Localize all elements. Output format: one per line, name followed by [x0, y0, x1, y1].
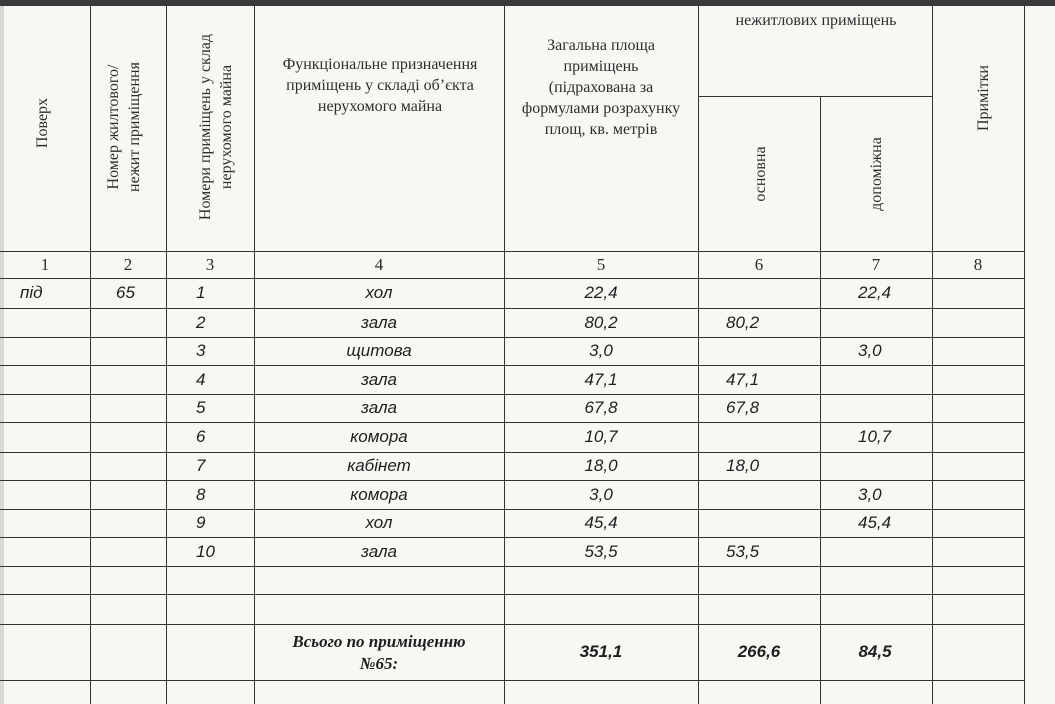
grid-hline — [0, 594, 1024, 595]
column-number: 6 — [754, 255, 764, 274]
purpose-cell: хол — [365, 513, 393, 532]
premise-cell: 65 — [116, 283, 135, 302]
grid-hline — [0, 624, 1024, 625]
aux-area-cell — [858, 309, 918, 336]
room-cell: 6 — [196, 427, 206, 446]
grid-vline — [166, 6, 167, 704]
room-cell: 5 — [196, 398, 206, 417]
main-area-cell — [726, 510, 806, 536]
grid-vline — [698, 6, 699, 704]
header-main: основна — [751, 146, 769, 202]
column-number: 1 — [40, 255, 50, 274]
floor-cell — [20, 481, 80, 508]
main-area-cell: 80,2 — [726, 312, 760, 332]
header-notes: Примітки — [974, 65, 992, 132]
total-area-cell: 22,4 — [584, 283, 618, 302]
aux-area-cell: 3,0 — [858, 341, 882, 360]
total-area-cell: 3,0 — [589, 484, 613, 504]
main-area-cell — [726, 338, 806, 364]
aux-area-cell: 45,4 — [858, 513, 892, 532]
premise-cell — [116, 366, 156, 393]
grid-vline — [1024, 6, 1025, 704]
total-area-cell: 10,7 — [584, 427, 618, 446]
header-floor: Поверх — [33, 97, 51, 149]
room-cell: 3 — [196, 341, 206, 360]
grid-vline — [90, 6, 91, 704]
floor-cell — [20, 395, 80, 421]
room-cell: 1 — [196, 283, 206, 302]
column-number: 8 — [973, 255, 983, 274]
column-number: 4 — [374, 255, 384, 274]
purpose-cell: хол — [365, 283, 393, 302]
total-area-cell: 80,2 — [584, 312, 618, 332]
floor-cell — [20, 538, 80, 565]
grid-hline — [0, 251, 1024, 252]
total-area-value: 351,1 — [579, 642, 623, 661]
purpose-cell: щитова — [346, 341, 412, 360]
floor-cell — [20, 423, 80, 451]
aux-area-cell — [858, 366, 918, 393]
floor-cell — [20, 510, 80, 536]
main-area-cell: 47,1 — [726, 369, 760, 389]
aux-area-cell — [858, 395, 918, 421]
aux-area-cell — [858, 453, 918, 479]
header-purpose: Функціональне призначення приміщень у складі об’єкта нерухомого майна — [282, 55, 478, 115]
purpose-cell: кабінет — [347, 456, 411, 475]
header-room-numbers: Номери приміщень у склад нерухомого майна — [197, 33, 235, 221]
premise-cell — [116, 338, 156, 364]
grid-vline — [820, 96, 821, 704]
column-number: 2 — [123, 255, 133, 274]
premise-cell — [116, 423, 156, 451]
purpose-cell: зала — [360, 369, 398, 389]
column-number: 5 — [596, 255, 606, 274]
total-area-cell: 53,5 — [584, 541, 618, 561]
premise-cell — [116, 309, 156, 336]
floor-cell — [20, 309, 80, 336]
grid-hline — [0, 566, 1024, 567]
room-cell: 10 — [196, 541, 215, 561]
room-cell: 7 — [196, 456, 206, 475]
floor-cell — [20, 453, 80, 479]
header-premise-number: Номер жилтового/нежит приміщення — [105, 62, 143, 192]
room-cell: 8 — [196, 484, 206, 504]
purpose-cell: зала — [360, 541, 398, 561]
header-total-area: Загальна площа приміщень (підрахована за формулами розрахунку площ, кв. метрів — [521, 36, 681, 138]
header-aux: допоміжна — [867, 137, 885, 211]
premise-cell — [116, 453, 156, 479]
top-border — [0, 0, 1055, 6]
total-label-line1: Всього по приміщенню — [292, 632, 466, 651]
room-cell: 9 — [196, 513, 206, 532]
grid-hline — [698, 96, 932, 97]
aux-area-cell — [858, 538, 918, 565]
aux-area-cell: 3,0 — [858, 484, 882, 504]
premise-cell — [116, 510, 156, 536]
grid-vline — [932, 6, 933, 704]
aux-area-cell: 22,4 — [858, 283, 892, 302]
column-number: 7 — [871, 255, 881, 274]
total-label-line2: №65: — [359, 654, 399, 673]
purpose-cell: комора — [350, 427, 408, 446]
header-nonresidential-group: нежитлових приміщень — [735, 11, 897, 29]
total-area-cell: 45,4 — [584, 513, 618, 532]
column-number: 3 — [205, 255, 215, 274]
grid-hline — [0, 680, 1024, 681]
purpose-cell: комора — [350, 484, 408, 504]
purpose-cell: зала — [360, 312, 398, 332]
premise-cell — [116, 538, 156, 565]
total-aux-value: 84,5 — [858, 642, 892, 661]
total-area-cell: 3,0 — [589, 341, 613, 360]
floor-cell: під — [20, 283, 43, 302]
premise-cell — [116, 481, 156, 508]
total-area-cell: 67,8 — [584, 398, 618, 417]
main-area-cell — [726, 279, 806, 307]
main-area-cell: 67,8 — [726, 398, 760, 417]
total-area-cell: 18,0 — [584, 456, 618, 475]
scan-edge — [0, 6, 4, 704]
total-area-cell: 47,1 — [584, 369, 618, 389]
room-cell: 4 — [196, 369, 206, 389]
room-cell: 2 — [196, 312, 206, 332]
total-label — [256, 628, 502, 678]
main-area-cell — [726, 481, 806, 508]
main-area-cell: 18,0 — [726, 456, 760, 475]
premise-cell — [116, 395, 156, 421]
total-main-value: 266,6 — [737, 642, 781, 661]
purpose-cell: зала — [360, 398, 398, 417]
main-area-cell: 53,5 — [726, 541, 760, 561]
floor-cell — [20, 338, 80, 364]
main-area-cell — [726, 423, 806, 451]
aux-area-cell: 10,7 — [858, 427, 892, 446]
floor-cell — [20, 366, 80, 393]
